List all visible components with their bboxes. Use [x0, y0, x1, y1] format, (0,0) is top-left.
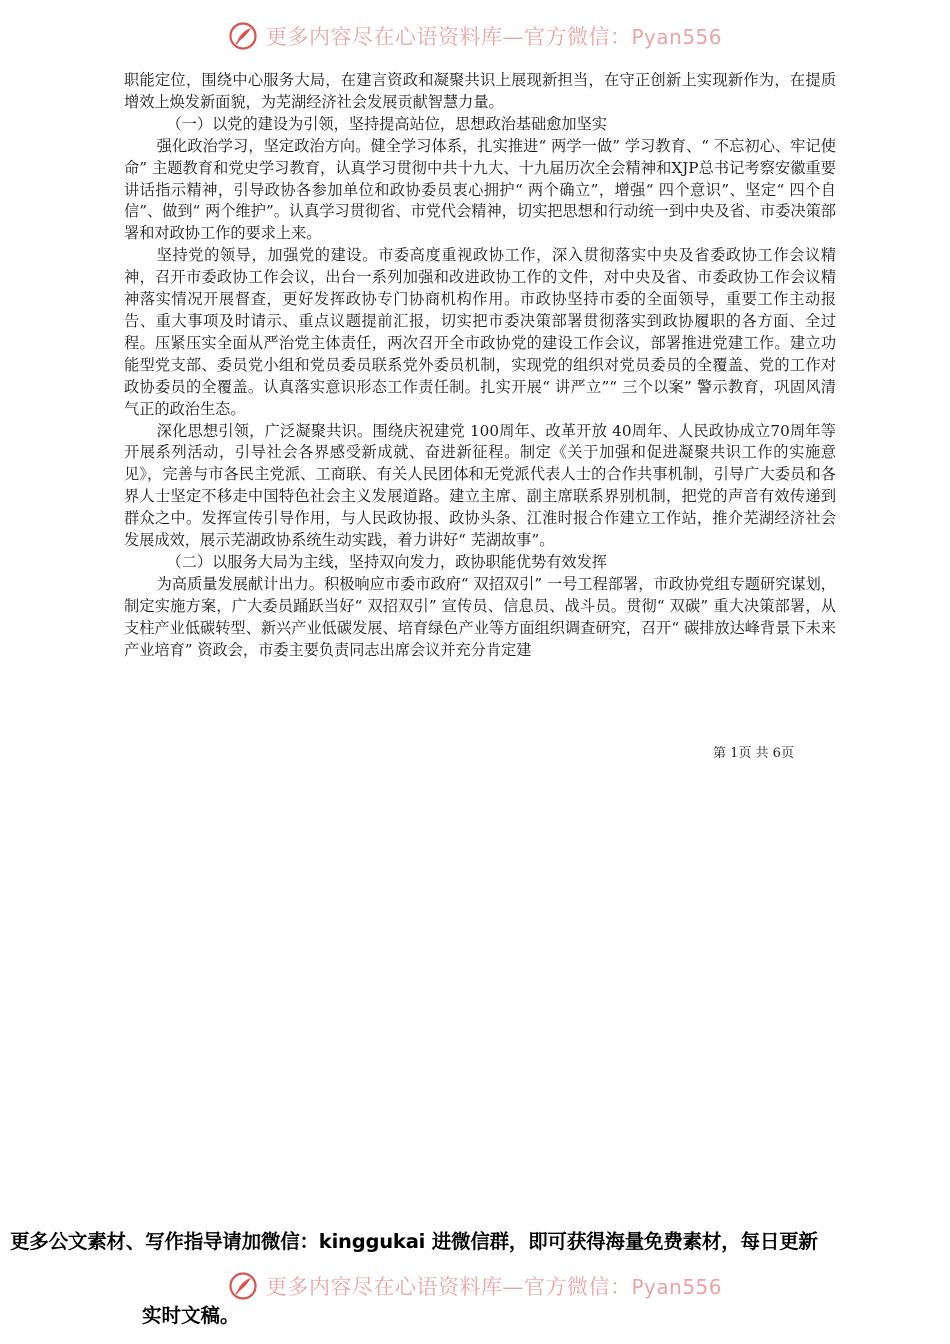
- quill-seal-icon: [228, 21, 258, 51]
- body-paragraph: 强化政治学习，坚定政治方向。健全学习体系，扎实推进“ 两学一做” 学习教育、“ 不忘初心、牢记使命” 主题教育和党史学习教育，认真学习贯彻中共十九大、十九届历次全会精神和XJP总书记考察安徽重要讲话指示精神，引导政协各参加单位和政协委员衷心拥护“ 两个确立”，增强“ 四个意识”、坚定“ 四个自信”、做到“ 两个维护”。认真学习贯彻省、市党代会精神，切实把思想和行动统一到中央及省、市委决策部署和对政协工作的要求上来。: [124, 136, 836, 243]
- section-heading: （一）以党的建设为引领，坚持提高站位，思想政治基础愈加坚实: [166, 114, 607, 133]
- quill-seal-icon: [228, 1271, 258, 1301]
- document-body: [124, 70, 836, 661]
- body-paragraph: 深化思想引领，广泛凝聚共识。围绕庆祝建党 100周年、改革开放 40周年、人民政协成立70周年等开展系列活动，引导社会各界感受新成就、奋进新征程。制定《关于加强和促进凝聚共识工作的实施意见》，完善与市各民主党派、工商联、有关人民团体和无党派代表人士的合作共事机制，引导广大委员和各界人士坚定不移走中国特色社会主义发展道路。建立主席、副主席联系界别机制，把党的声音有效传递到群众之中。发挥宣传引导作用，与人民政协报、政协头条、江淮时报合作建立工作站，推介芜湖经济社会发展成效，展示芜湖政协系统生动实践，着力讲好“ 芜湖故事”。: [124, 421, 836, 550]
- body-paragraph: 为高质量发展献计出力。积极响应市委市政府“ 双招双引” 一号工程部署，市政协党组专题研究谋划，制定实施方案，广大委员踊跃当好“ 双招双引” 宣传员、信息员、战斗员。贯彻“ 双碳” 重大决策部署，从支柱产业低碳转型、新兴产业低碳发展、培育绿色产业等方面组织调查研究，召开“ 碳排放达峰背景下未来产业培育” 资政会，市委主要负责同志出席会议并充分肯定建: [124, 574, 836, 659]
- section-heading: （二）以服务大局为主线，坚持双向发力，政协职能优势有效发挥: [166, 552, 607, 571]
- page-number: 第 1页 共 6页: [713, 746, 794, 761]
- header-watermark: [0, 16, 950, 56]
- promo-text-line-1: 更多公文素材、写作指导请加微信：kinggukai 进微信群，即可获得海量免费素材，每日更新: [10, 1230, 818, 1253]
- body-paragraph: 坚持党的领导，加强党的建设。市委高度重视政协工作，深入贯彻落实中央及省委政协工作会议精神，召开市委政协工作会议，出台一系列加强和改进政协工作的文件，对中央及省、市委政协工作会议精神落实情况开展督查，更好发挥政协专门协商机构作用。市政协坚持市委的全面领导，重要工作主动报告、重大事项及时请示、重点议题提前汇报，切实把市委决策部署贯彻落实到政协履职的各方面、全过程。压紧压实全面从严治党主体责任，两次召开全市政协党的建设工作会议，部署推进党建工作。建立功能型党支部、委员党小组和党员委员联系党外委员机制，实现党的组织对党员委员的全覆盖、党的工作对政协委员的全覆盖。认真落实意识形态工作责任制。扎实开展“ 讲严立”“ 三个以案” 警示教育，巩固风清气正的政治生态。: [124, 246, 836, 418]
- watermark-text: 更多内容尽在心语资料库—官方微信：Pyan556: [265, 1275, 722, 1299]
- watermark-text: 更多内容尽在心语资料库—官方微信：Pyan556: [265, 25, 722, 49]
- promo-text-line-2: 实时文稿。: [142, 1304, 240, 1327]
- watermark-wechat-id: Pyan556: [631, 25, 722, 49]
- watermark-wechat-id: Pyan556: [631, 1275, 722, 1299]
- body-paragraph: 职能定位，围绕中心服务大局，在建言资政和凝聚共识上展现新担当，在守正创新上实现新作为，在提质增效上焕发新面貌，为芜湖经济社会发展贡献智慧力量。: [124, 71, 836, 111]
